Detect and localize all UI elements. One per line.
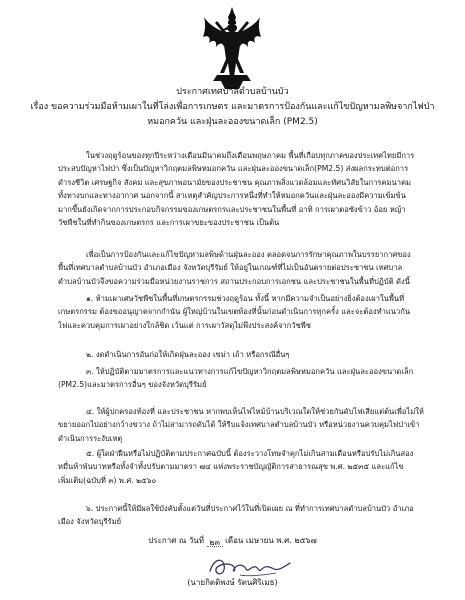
date-day: ๒๓ <box>207 536 223 547</box>
text-line: พื้นที่เทศบาลตำบลบ้านบัว อำเภอเมือง จังหวัดบุรีรัมย์ ให้อยู่ในเกณฑ์ที่ไม่เป็นอันตรายต่อประชาชน เทศบาล <box>58 263 403 273</box>
purpose-paragraph <box>58 248 430 288</box>
text-line: ตำบลบ้านบัวจึงขอความร่วมมือหน่วยงานราชการ สถานประกอบการเอกชน และประชาชนในพื้นที่ปฏิบัติ ดังนี้ <box>58 276 410 286</box>
announcement-subject: เรื่อง ขอความร่วมมือห้ามเผาในที่โล่งเพื่อการเกษตร และมาตรการป้องกันและแก้ไขปัญหามลพิษจากไฟป่า <box>30 102 435 112</box>
text-line: (PM2.5)และมาตรการอื่นๆ ของจังหวัดบุรีรัมย์ <box>58 380 207 390</box>
text-line: เมือง จังหวัดบุรีรัมย์ <box>58 517 122 527</box>
garuda-emblem-icon <box>203 5 261 91</box>
text-line: ดำเนินการระงับเหตุ <box>58 433 123 443</box>
text-line: เกษตรกรรม ต้องขออนุญาตจากกำนัน ผู้ใหญ่บ้านในเขตท้องที่นั้นก่อนดำเนินการทุกครั้ง และจะต้องทำแนวกัน <box>58 307 411 317</box>
text-line: ดำรงชีวิต เศรษฐกิจ สังคม และสุขภาพอนามัยของประชาชน คุณภาพสิ่งแวดล้อมและทัศนวิสัยในการคมนาคม <box>58 177 412 187</box>
date-prefix: ประกาศ ณ วันที่ <box>148 536 205 545</box>
text-line: ๒. งดดำเนินการอันก่อให้เกิดฝุ่นละออง เขม่า เถ้า หรือกรณีอื่นๆ <box>86 350 290 359</box>
date-month-year: เดือน เมษายน พ.ศ. ๒๕๖๗ <box>225 536 317 545</box>
text-line: ขยายออกไปอย่างกว้างขวาง ถ้าไม่สามารถดับได้ ให้รีบแจ้งเทศบาลตำบลบ้านบัว หรือหน่วยงานควบคุมไฟป่าเข้า <box>58 420 420 430</box>
rule-item-2 <box>58 348 430 361</box>
text-line: ๕. ผู้ใดฝ่าฝืนหรือไม่ปฏิบัติตามประกาศฉบับนี้ ต้องระวางโทษจำคุกไม่เกินสามเดือนหรือปรับไม่เกินสอง <box>86 449 414 458</box>
text-line: ไฟและควบคุมการเผาอย่างใกล้ชิด เว้นแต่ การเผาวัสดุไม่พึงประสงค์จากวัชพืช <box>58 320 311 330</box>
rule-item-5 <box>58 447 430 487</box>
announcement-subject-cont: หมอกควัน และฝุ่นละอองขนาดเล็ก (PM2.5) <box>147 117 318 127</box>
text-line: เพื่อเป็นการป้องกันและแก้ไขปัญหามลพิษด้านฝุ่นละออง ตลอดจนการรักษาคุณภาพในบรรยากาศของ <box>86 250 411 259</box>
text-line: เพิ่มเติม(ฉบับที่ ๓) พ.ศ. ๒๕๖๐ <box>58 475 157 485</box>
announcement-header <box>0 85 465 130</box>
rule-item-1 <box>58 292 430 332</box>
intro-paragraph <box>58 149 430 229</box>
text-line: ทั้งทางบกและทางอากาศ นอกจากนี้ สาเหตุสำคัญประการหนึ่งที่ทำให้หมอกควันและฝุ่นละอองมีความเข้มข้น <box>58 191 406 201</box>
signer-name: (นายกิตติพงษ์ รัตนศิริเมธ) <box>187 578 278 587</box>
announcement-org-title: ประกาศเทศบาลตำบลบ้านบัว <box>176 87 289 97</box>
text-line: ๖. ประกาศนี้ให้มีผลใช้บังคับตั้งแต่วันที่ประกาศไว้ในที่เปิดเผย ณ ที่ทำการเทศบาลตำบลบ้านบัว อำเภอ <box>86 504 414 513</box>
text-line: ในช่วงฤดูร้อนของทุกปีระหว่างเดือนมีนาคมถึงเดือนพฤษภาคม พื้นที่เกือบทุกภาคของประเทศไทยมีการ <box>86 151 415 160</box>
rule-item-3 <box>58 365 430 392</box>
rule-item-6 <box>58 502 430 529</box>
rule-item-4 <box>58 405 430 445</box>
text-line: มากขึ้นยังเกิดจากการประกอบกิจกรรมของเกษตรกรและประชาชนในพื้นที่ อาทิ การเผาตอซังข้าว อ้อย หญ้า <box>58 204 406 214</box>
announcement-date <box>0 534 465 547</box>
text-line: ประสบปัญหาไฟป่า ซึ่งเป็นปัญหาวิกฤตมลพิษหมอกควัน และฝุ่นละอองขนาดเล็ก(PM2.5) ส่งผลกระทบต่อการ <box>58 164 409 174</box>
text-line: ๓. ให้ปฏิบัติตามมาตรการและแนวทางการแก้ไขปัญหาวิกฤตมลพิษหมอกควัน และฝุ่นละอองขนาดเล็ก <box>86 367 414 376</box>
text-line: หมื่นห้าพันบาทหรือทั้งจำทั้งปรับตามมาตรา ๗๔ แห่งพระราชบัญญัติการสาธารณสุข พ.ศ. ๒๕๓๕ และแก้ไข <box>58 462 404 472</box>
text-line: ๔. ให้ผู้ปกครองท้องที่ และประชาชน หากพบเห็นไฟไหม้บ้านบริเวณใดให้ช่วยกันดับไฟเสียแต่ต้นเพื่อไม่ให้ <box>86 407 424 416</box>
text-line: วัชพืชในที่ทำกินของเกษตรกร และการเผาขยะของประชาชน เป็นต้น <box>58 218 280 228</box>
text-line: ๑. ห้ามเผาเศษวัชพืชในพื้นที่เกษตรกรรมช่วงฤดูร้อน ทั้งนี้ หากมีความจำเป็นอย่างยิ่งต้องเผาในพื้นที่ <box>86 294 405 303</box>
